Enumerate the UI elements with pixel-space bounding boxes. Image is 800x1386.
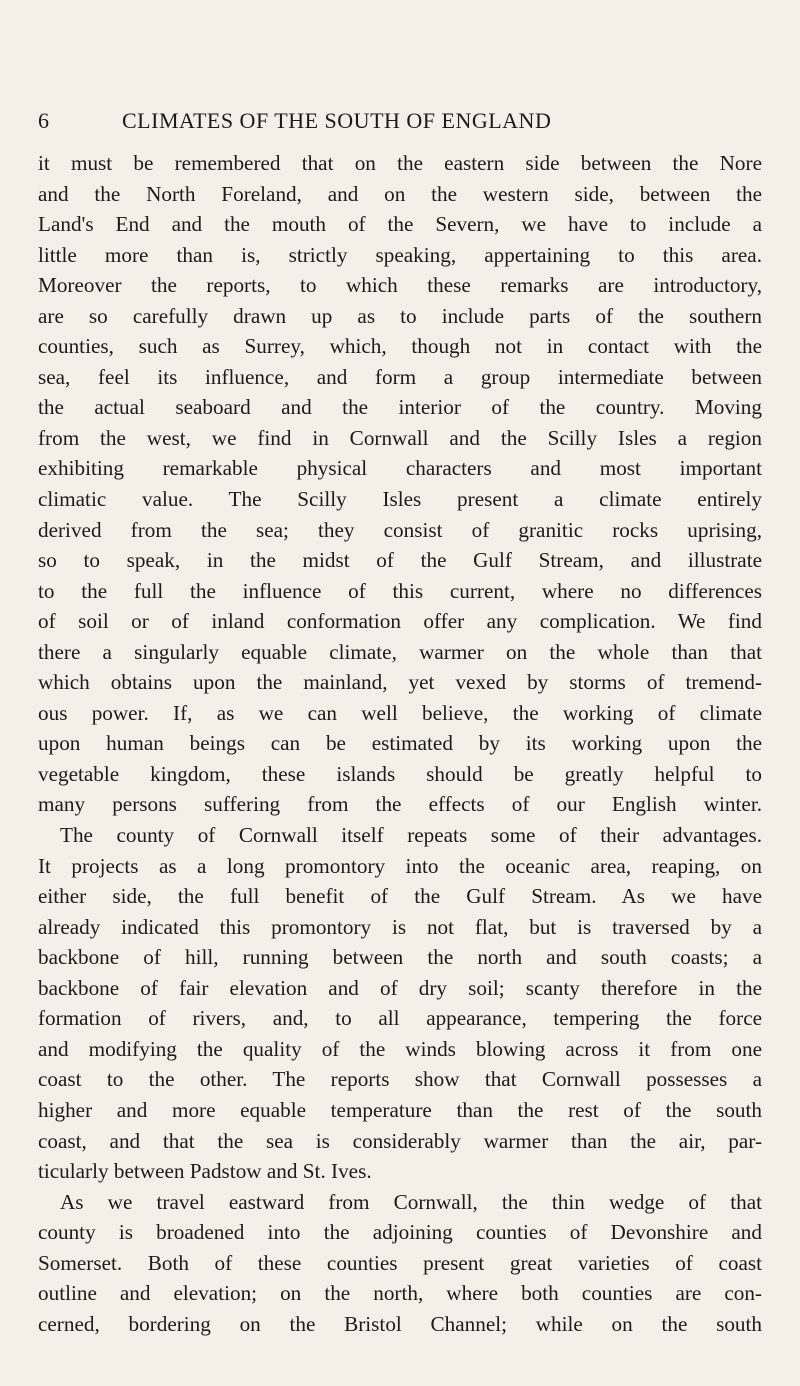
text-line: are so carefully drawn up as to include parts of the southern <box>38 303 762 328</box>
text-line: outline and elevation; on the north, where both counties are con- <box>38 1281 762 1306</box>
text-line: upon human beings can be estimated by its working upon the <box>38 731 762 756</box>
text-line: many persons suffering from the effects of our English winter. <box>38 792 762 817</box>
text-line: already indicated this promontory is not flat, but is traversed by a <box>38 914 762 939</box>
text-line: to the full the influence of this current, where no differences <box>38 578 762 603</box>
text-line: so to speak, in the midst of the Gulf Stream, and illustrate <box>38 548 762 573</box>
text-line: coast, and that the sea is considerably warmer than the air, par- <box>38 1128 762 1153</box>
text-line: which obtains upon the mainland, yet vexed by storms of tremend- <box>38 670 762 695</box>
text-line: Land's End and the mouth of the Severn, we have to include a <box>38 212 762 237</box>
text-line: As we travel eastward from Cornwall, the thin wedge of that <box>60 1189 762 1214</box>
text-line: little more than is, strictly speaking, appertaining to this area. <box>38 242 762 267</box>
text-line: of soil or of inland conformation offer any complication. We find <box>38 609 762 634</box>
text-line: it must be remembered that on the eastern side between the Nore <box>38 151 762 175</box>
text-line: county is broadened into the adjoining counties of Devonshire and <box>38 1220 762 1245</box>
text-line: cerned, bordering on the Bristol Channel; while on the south <box>38 1311 762 1336</box>
text-line: from the west, we find in Cornwall and the Scilly Isles a region <box>38 425 762 450</box>
running-head: CLIMATES OF THE SOUTH OF ENGLAND <box>122 108 552 133</box>
text-line: climatic value. The Scilly Isles present a climate entirely <box>38 487 762 512</box>
text-line: sea, feel its influence, and form a group intermediate between <box>38 364 762 389</box>
text-line: derived from the sea; they consist of granitic rocks uprising, <box>38 517 762 542</box>
text-line: the actual seaboard and the interior of the country. Moving <box>38 395 762 420</box>
text-line: It projects as a long promontory into the oceanic area, reaping, on <box>38 853 762 878</box>
text-line: counties, such as Surrey, which, though not in contact with the <box>38 334 762 359</box>
text-line: backbone of hill, running between the north and south coasts; a <box>38 945 762 970</box>
text-line: either side, the full benefit of the Gulf Stream. As we have <box>38 884 762 909</box>
body-text <box>38 148 762 1339</box>
text-line: formation of rivers, and, to all appearance, tempering the force <box>38 1006 762 1031</box>
text-line: vegetable kingdom, these islands should be greatly helpful to <box>38 761 762 786</box>
text-line: exhibiting remarkable physical characters and most important <box>38 456 762 481</box>
text-line: Moreover the reports, to which these remarks are introductory, <box>38 273 762 298</box>
text-line: coast to the other. The reports show that Cornwall possesses a <box>38 1067 762 1092</box>
text-line: Somerset. Both of these counties present great varieties of coast <box>38 1250 762 1275</box>
page-number: 6 <box>38 108 50 133</box>
text-line: there a singularly equable climate, warmer on the whole than that <box>38 639 762 664</box>
text-line: ous power. If, as we can well believe, the working of climate <box>38 700 762 725</box>
text-line: higher and more equable temperature than the rest of the south <box>38 1097 762 1122</box>
text-line: The county of Cornwall itself repeats some of their advantages. <box>60 823 762 848</box>
text-line: backbone of fair elevation and of dry soil; scanty therefore in the <box>38 975 762 1000</box>
text-line: and the North Foreland, and on the western side, between the <box>38 181 762 206</box>
text-line: ticularly between Padstow and St. Ives. <box>38 1159 372 1184</box>
text-line: and modifying the quality of the winds blowing across it from one <box>38 1036 762 1061</box>
